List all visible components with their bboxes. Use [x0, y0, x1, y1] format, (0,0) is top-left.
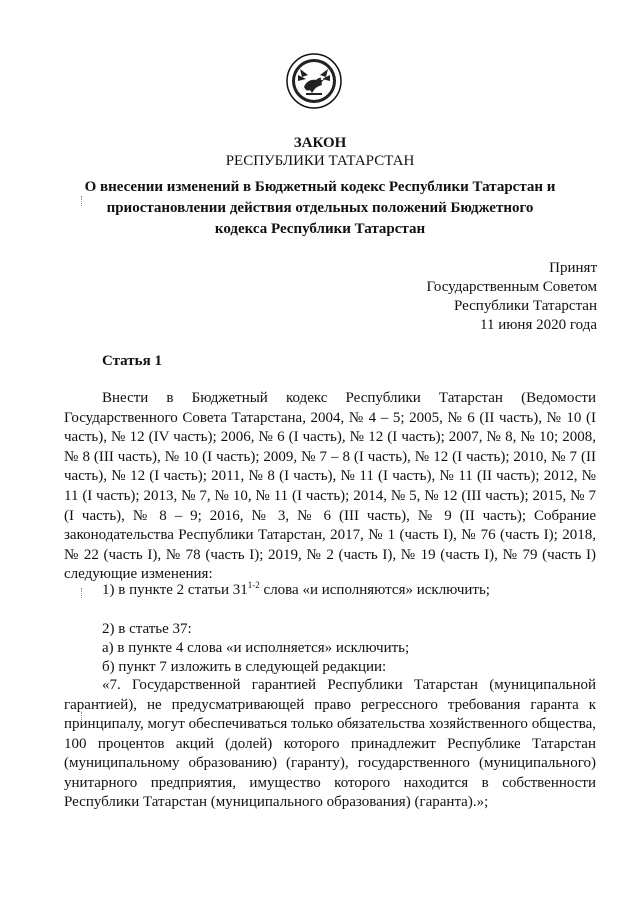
item-1-superscript: 1-2 — [247, 580, 260, 590]
item-2a: а) в пункте 4 слова «и исполняется» исключить; — [102, 640, 410, 656]
adoption-block — [427, 259, 598, 335]
margin-mark — [81, 196, 83, 206]
adopted-line: Принят — [549, 260, 597, 276]
tatarstan-emblem-icon — [286, 53, 342, 109]
adopted-date: 11 июня 2020 года — [480, 317, 597, 333]
item-2-text-block — [64, 676, 596, 813]
item-1-text: 1) в пункте 2 статьи 31 — [102, 582, 248, 598]
margin-mark — [81, 712, 83, 722]
item-2-text: «7. Государственной гарантией Республики Татарстан (муниципальной гарантией), не предусматривающей право регрессного требования гаранта к принципалу, могут обеспечиваться только обязательства хозяйственного общества, 100 процентов акций (долей) которого принадлежит Республике Татарстан (муниципальному образованию) (гаранту), государственного (муниципального) унитарного предприятия, имущество которого находится в собственности Республики Татарстан (муниципального образования) (гаранта).»; — [64, 677, 596, 810]
article-intro — [64, 389, 596, 585]
item-1-tail: слова «и исполняются» исключить; — [259, 582, 490, 598]
adopted-republic: Республики Татарстан — [453, 298, 597, 314]
item-2: 2) в статье 37: — [102, 621, 192, 637]
intro-paragraph: Внести в Бюджетный кодекс Республики Татарстан (Ведомости Государственного Совета Татарстана, 2004, № 4 – 5; 2005, № 6 (II часть), № 10 (I часть), № 12 (IV часть); 2006, № 6 (I часть), № 12 (I часть); 2007, № 8, № 10; 2008, № 8 (III часть), № 10 (I часть); 2009, № 7 – 8 (I часть), № 12 (I часть); 2010, № 7 (II часть), № 12 (I часть); 2011, № 8 (I часть), № 11 (I часть), № 11 (II часть); 2012, № 11 (I часть); 2013, № 7, № 10, № 11 (I часть); 2014, № 5, № 12 (III часть); 2015, № 7 (I часть), № 8 – 9; 2016, № 3, № 6 (III часть), № 9 (II часть); Собрание законодательства Республики Татарстан, 2017, № 1 (часть I), № 76 (часть I); 2018, № 22 (часть I), № 78 (часть I); 2019, № 2 (часть I), № 19 (часть I), № 79 (часть I) следующие изменения: — [64, 390, 596, 583]
item-2b: б) пункт 7 изложить в следующей редакции: — [102, 659, 387, 675]
margin-mark — [81, 588, 83, 598]
law-title: ЗАКОН — [293, 135, 347, 151]
republic-title: РЕСПУБЛИКИ ТАТАРСТАН — [225, 153, 415, 169]
article-title: Статья 1 — [102, 353, 162, 369]
item-1 — [102, 581, 490, 600]
law-subject: О внесении изменений в Бюджетный кодекс Республики Татарстан и приостановлении действия отдельных положений Бюджетного кодекса Республики Татарстан — [84, 179, 556, 237]
adopted-by: Государственным Советом — [426, 279, 597, 295]
